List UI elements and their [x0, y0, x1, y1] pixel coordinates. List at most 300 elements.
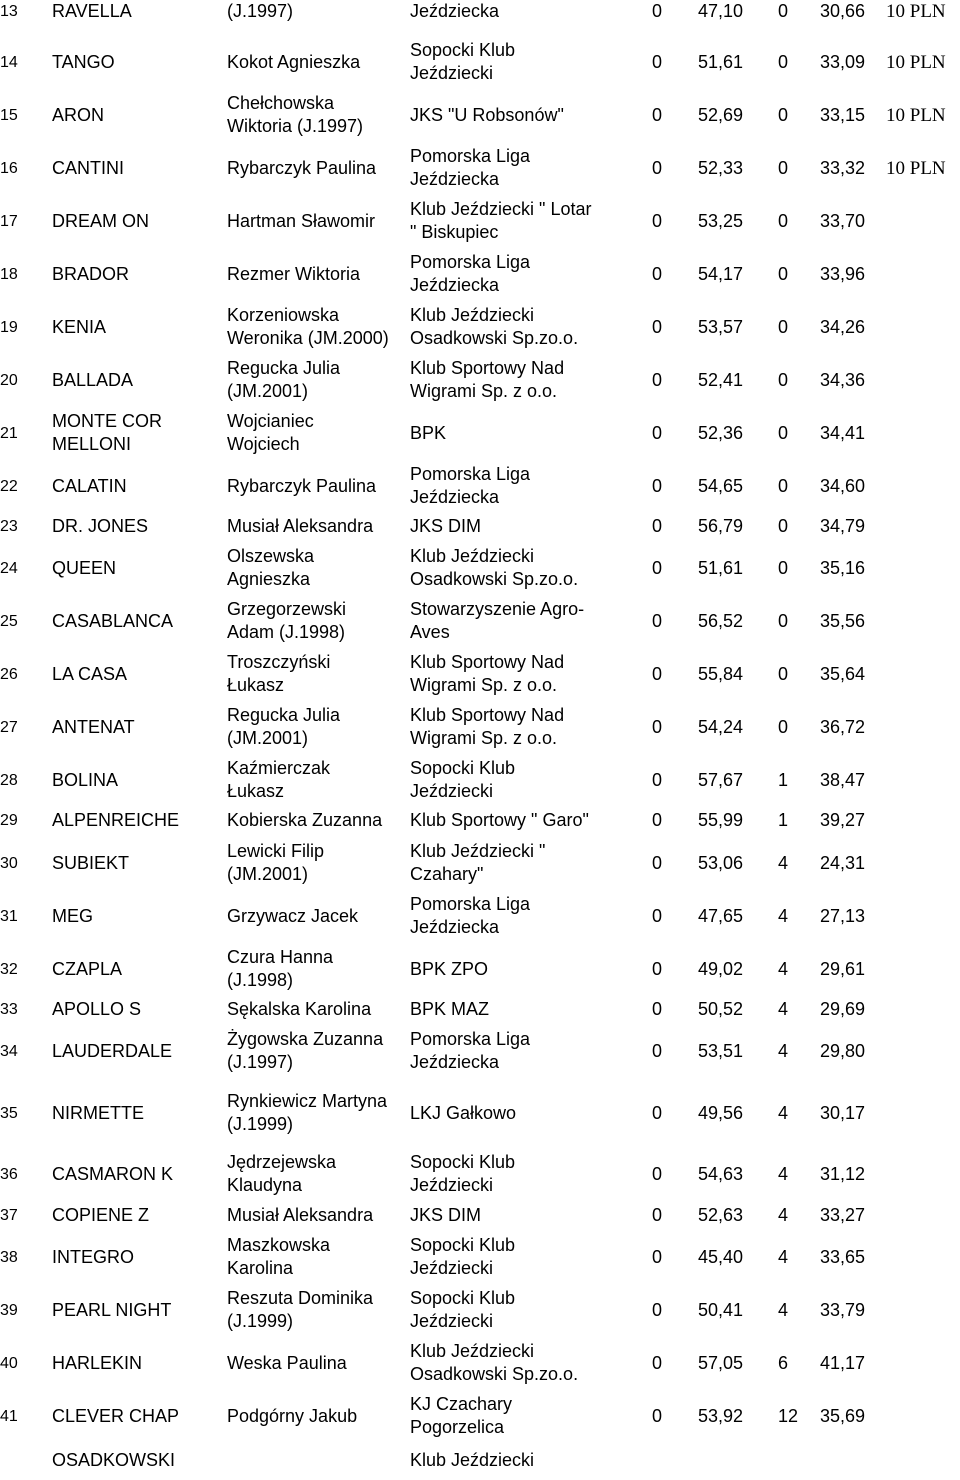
- horse-cell-line: ARON: [52, 104, 105, 125]
- rider-cell: [227, 1390, 357, 1442]
- rider-cell-line: (JM.2001): [227, 381, 309, 401]
- horse-cell: [52, 1337, 142, 1389]
- rank-cell: 37: [0, 1206, 18, 1224]
- time-round1-cell: 52,69: [698, 104, 744, 125]
- club-cell-line: Czahary": [410, 864, 484, 884]
- rank-cell: 29: [0, 811, 18, 829]
- time-round1-cell: 50,52: [698, 998, 744, 1019]
- horse-cell-line: ANTENAT: [52, 716, 135, 737]
- club-cell-line: Pomorska Liga: [410, 894, 531, 914]
- penalty-round1-cell: 0: [652, 1163, 663, 1184]
- club-cell-line: Aves: [410, 622, 450, 642]
- club-cell: [410, 248, 530, 300]
- time-round2-cell: 27,13: [820, 905, 866, 926]
- table-row: [0, 248, 960, 300]
- rank-cell: 22: [0, 477, 18, 495]
- time-round2-cell: 39,27: [820, 809, 866, 830]
- penalty-round2-cell: 1: [778, 769, 789, 790]
- club-cell-line: BPK MAZ: [410, 998, 490, 1019]
- rider-cell: [227, 514, 373, 538]
- club-cell: [410, 1231, 515, 1283]
- penalty-round2-cell: 0: [778, 515, 789, 536]
- club-cell-line: Jeździecka: [410, 487, 500, 507]
- horse-cell: [52, 407, 162, 459]
- rider-cell: [227, 808, 382, 832]
- penalty-round1-cell: 0: [652, 852, 663, 873]
- table-row: [0, 890, 960, 942]
- club-cell-line: Klub Jeździecki " Lotar: [410, 199, 592, 219]
- horse-cell-line: LAUDERDALE: [52, 1040, 173, 1061]
- rider-cell-line: (JM.2001): [227, 728, 309, 748]
- horse-cell: [52, 89, 104, 141]
- horse-cell-line: DR. JONES: [52, 515, 149, 536]
- time-round1-cell: 54,63: [698, 1163, 744, 1184]
- table-row: [0, 542, 960, 594]
- club-cell: [410, 1390, 512, 1442]
- horse-cell-line: COPIENE Z: [52, 1204, 150, 1225]
- table-row: [0, 943, 960, 995]
- club-cell: [410, 354, 564, 406]
- penalty-round2-cell: 0: [778, 663, 789, 684]
- club-cell: [410, 1337, 578, 1389]
- table-row: [0, 648, 960, 700]
- rider-cell-line: Agnieszka: [227, 569, 311, 589]
- rider-cell-line: (J.1997): [227, 1052, 294, 1072]
- rider-cell: [227, 142, 376, 194]
- rider-cell: [227, 248, 360, 300]
- rider-cell-line: Sękalska Karolina: [227, 998, 372, 1019]
- horse-cell: [52, 837, 129, 889]
- table-row: [0, 36, 960, 88]
- club-cell-line: Sopocki Klub: [410, 1288, 516, 1308]
- time-round1-cell: 45,40: [698, 1246, 744, 1267]
- rank-cell: 18: [0, 265, 18, 283]
- rider-cell: [227, 1284, 373, 1336]
- club-cell-line: Jeździecki: [410, 1311, 494, 1331]
- rank-cell: 31: [0, 907, 18, 925]
- rider-cell: [227, 0, 293, 37]
- table-row: [0, 1231, 960, 1283]
- horse-cell-line: LA CASA: [52, 663, 128, 684]
- rider-cell-line: Olszewska: [227, 546, 315, 566]
- time-round1-cell: 47,10: [698, 0, 744, 21]
- time-round2-cell: 34,36: [820, 369, 866, 390]
- time-round2-cell: 33,27: [820, 1204, 866, 1225]
- horse-cell: [52, 890, 93, 942]
- penalty-round2-cell: 0: [778, 51, 789, 72]
- club-cell-line: Klub Jeździecki: [410, 1449, 535, 1470]
- horse-cell: [52, 542, 116, 594]
- rider-cell-line: Troszczyński: [227, 652, 331, 672]
- rider-cell-line: Musiał Aleksandra: [227, 1204, 374, 1225]
- penalty-round1-cell: 0: [652, 610, 663, 631]
- horse-cell-line: CASMARON K: [52, 1163, 174, 1184]
- time-round1-cell: 52,41: [698, 369, 744, 390]
- rank-cell: 38: [0, 1248, 18, 1266]
- table-row: [0, 514, 960, 538]
- rider-cell-line: Maszkowska: [227, 1235, 331, 1255]
- club-cell-line: JKS DIM: [410, 515, 482, 536]
- penalty-round2-cell: 0: [778, 610, 789, 631]
- rider-cell-line: Łukasz: [227, 781, 285, 801]
- rider-cell-line: Rezmer Wiktoria: [227, 263, 361, 284]
- club-cell-line: Sopocki Klub: [410, 758, 516, 778]
- time-round1-cell: 52,63: [698, 1204, 744, 1225]
- club-cell-line: Klub Sportowy " Garo": [410, 809, 589, 830]
- horse-cell: [52, 301, 106, 353]
- time-round1-cell: 50,41: [698, 1299, 744, 1320]
- time-round1-cell: 49,56: [698, 1102, 744, 1123]
- rider-cell-line: Kobierska Zuzanna: [227, 809, 383, 830]
- club-cell-line: Jeździecki: [410, 63, 494, 83]
- time-round2-cell: 34,41: [820, 422, 866, 443]
- penalty-round2-cell: 0: [778, 0, 789, 21]
- rider-cell-line: Korzeniowska: [227, 305, 340, 325]
- club-cell: [410, 808, 589, 832]
- penalty-round1-cell: 0: [652, 809, 663, 830]
- rank-cell: 15: [0, 106, 18, 124]
- time-round1-cell: 49,02: [698, 958, 744, 979]
- time-round2-cell: 34,79: [820, 515, 866, 536]
- club-cell-line: Stowarzyszenie Agro-: [410, 599, 585, 619]
- rank-cell: 35: [0, 1104, 18, 1122]
- rank-cell: 28: [0, 771, 18, 789]
- club-cell: [410, 407, 446, 459]
- rank-cell: 13: [0, 2, 18, 20]
- penalty-round1-cell: 0: [652, 958, 663, 979]
- rider-cell-line: Kokot Agnieszka: [227, 51, 361, 72]
- time-round1-cell: 55,99: [698, 809, 744, 830]
- table-row: [0, 808, 960, 832]
- penalty-round1-cell: 0: [652, 716, 663, 737]
- horse-cell: [52, 1284, 171, 1336]
- time-round1-cell: 52,33: [698, 157, 744, 178]
- horse-cell: [52, 1231, 134, 1283]
- time-round1-cell: 53,51: [698, 1040, 744, 1061]
- penalty-round2-cell: 6: [778, 1352, 789, 1373]
- horse-cell-line: BOLINA: [52, 769, 119, 790]
- club-cell-line: Jeździecka: [410, 1052, 500, 1072]
- penalty-round1-cell: 0: [652, 1040, 663, 1061]
- club-cell-line: Klub Jeździecki: [410, 305, 535, 325]
- table-row: [0, 1337, 960, 1389]
- club-cell-line: Sopocki Klub: [410, 1152, 516, 1172]
- horse-cell-line: BALLADA: [52, 369, 134, 390]
- rider-cell: [227, 997, 371, 1021]
- club-cell: [410, 195, 591, 247]
- club-cell-line: Klub Sportowy Nad: [410, 358, 565, 378]
- penalty-round1-cell: 0: [652, 475, 663, 496]
- penalty-round2-cell: 4: [778, 1246, 789, 1267]
- rank-cell: 40: [0, 1354, 18, 1372]
- club-cell: [410, 542, 578, 594]
- horse-cell: [52, 1087, 144, 1139]
- penalty-round1-cell: 0: [652, 0, 663, 21]
- time-round2-cell: 29,61: [820, 958, 866, 979]
- club-cell-line: Wigrami Sp. z o.o.: [410, 728, 558, 748]
- horse-cell-line: QUEEN: [52, 557, 117, 578]
- club-cell-line: LKJ Gałkowo: [410, 1102, 517, 1123]
- club-cell: [410, 0, 499, 37]
- horse-cell: [52, 701, 135, 753]
- penalty-round2-cell: 4: [778, 1102, 789, 1123]
- horse-cell: [52, 0, 132, 37]
- club-cell-line: " Biskupiec: [410, 222, 499, 242]
- table-row: [0, 754, 960, 806]
- rider-cell-line: Grzywacz Jacek: [227, 905, 359, 926]
- rider-cell-line: (JM.2001): [227, 864, 309, 884]
- club-cell: [410, 36, 515, 88]
- table-row: [0, 1025, 960, 1077]
- horse-cell: [52, 1025, 172, 1077]
- club-cell: [410, 648, 564, 700]
- club-cell-line: Klub Jeździecki ": [410, 841, 546, 861]
- time-round1-cell: 53,25: [698, 210, 744, 231]
- rank-cell: 39: [0, 1301, 18, 1319]
- table-row: [0, 407, 960, 459]
- horse-cell-line: CALATIN: [52, 475, 127, 496]
- horse-cell-line: MEG: [52, 905, 94, 926]
- club-cell-line: Pomorska Liga: [410, 464, 531, 484]
- horse-cell: [52, 943, 122, 995]
- rider-cell-line: Musiał Aleksandra: [227, 515, 374, 536]
- penalty-round1-cell: 0: [652, 1405, 663, 1426]
- rider-cell: [227, 407, 314, 459]
- table-row: [0, 301, 960, 353]
- penalty-round2-cell: 4: [778, 1204, 789, 1225]
- penalty-round2-cell: 0: [778, 210, 789, 231]
- rider-cell-line: Jędrzejewska: [227, 1152, 337, 1172]
- penalty-round1-cell: 0: [652, 1204, 663, 1225]
- horse-cell-line: KENIA: [52, 316, 107, 337]
- club-cell: [410, 1148, 515, 1200]
- horse-cell: [52, 1390, 179, 1442]
- club-cell: [410, 301, 578, 353]
- penalty-round1-cell: 0: [652, 1352, 663, 1373]
- horse-cell-line: CASABLANCA: [52, 610, 174, 631]
- rank-cell: 33: [0, 1000, 18, 1018]
- rider-cell: [227, 837, 324, 889]
- horse-cell-line: NIRMETTE: [52, 1102, 144, 1123]
- penalty-round2-cell: 0: [778, 316, 789, 337]
- horse-cell: [52, 1148, 173, 1200]
- rider-cell: [227, 195, 375, 247]
- table-row: [0, 0, 960, 37]
- prize-cell: 10 PLN: [886, 51, 946, 73]
- rider-cell: [227, 1087, 387, 1139]
- rank-cell: 27: [0, 718, 18, 736]
- rank-cell: 23: [0, 517, 18, 535]
- rider-cell-line: Chełchowska: [227, 93, 335, 113]
- club-cell: [410, 837, 545, 889]
- rank-cell: 17: [0, 212, 18, 230]
- time-round2-cell: 29,69: [820, 998, 866, 1019]
- club-cell: [410, 460, 530, 512]
- rider-cell: [227, 36, 360, 88]
- horse-cell: [52, 1440, 175, 1480]
- rider-cell-line: Żygowska Zuzanna: [227, 1029, 384, 1049]
- club-cell-line: Klub Jeździecki: [410, 546, 535, 566]
- rank-cell: 21: [0, 424, 18, 442]
- rider-cell-line: Weska Paulina: [227, 1352, 347, 1373]
- time-round2-cell: 33,70: [820, 210, 866, 231]
- rider-cell: [227, 542, 314, 594]
- rider-cell: [227, 890, 358, 942]
- time-round1-cell: 54,65: [698, 475, 744, 496]
- penalty-round2-cell: 4: [778, 958, 789, 979]
- club-cell: [410, 1284, 515, 1336]
- time-round1-cell: 57,67: [698, 769, 744, 790]
- club-cell-line: JKS "U Robsonów": [410, 104, 564, 125]
- club-cell-line: Osadkowski Sp.zo.o.: [410, 569, 579, 589]
- rider-cell: [227, 301, 389, 353]
- table-row: [0, 1148, 960, 1200]
- horse-cell: [52, 36, 115, 88]
- table-row: [0, 997, 960, 1021]
- club-cell: [410, 89, 564, 141]
- penalty-round1-cell: 0: [652, 263, 663, 284]
- rider-cell: [227, 354, 340, 406]
- rank-cell: 20: [0, 371, 18, 389]
- horse-cell: [52, 514, 148, 538]
- penalty-round2-cell: 4: [778, 852, 789, 873]
- penalty-round2-cell: 0: [778, 557, 789, 578]
- club-cell-line: Pomorska Liga: [410, 146, 531, 166]
- rider-cell-line: (J.1998): [227, 970, 294, 990]
- rider-cell: [227, 754, 330, 806]
- penalty-round1-cell: 0: [652, 1102, 663, 1123]
- time-round2-cell: 36,72: [820, 716, 866, 737]
- table-row: [0, 89, 960, 141]
- rank-cell: 41: [0, 1407, 18, 1425]
- rider-cell-line: Wiktoria (J.1997): [227, 116, 364, 136]
- rider-cell-line: Podgórny Jakub: [227, 1405, 358, 1426]
- penalty-round2-cell: 0: [778, 475, 789, 496]
- club-cell-line: JKS DIM: [410, 1204, 482, 1225]
- club-cell-line: BPK: [410, 422, 447, 443]
- club-cell-line: Jeździecka: [410, 275, 500, 295]
- rider-cell-line: Adam (J.1998): [227, 622, 346, 642]
- horse-cell: [52, 808, 179, 832]
- horse-cell-line: CLEVER CHAP: [52, 1405, 180, 1426]
- rider-cell-line: Karolina: [227, 1258, 294, 1278]
- penalty-round1-cell: 0: [652, 104, 663, 125]
- club-cell-line: Jeździecki: [410, 1258, 494, 1278]
- horse-cell-line: ALPENREICHE: [52, 809, 180, 830]
- club-cell: [410, 514, 481, 538]
- club-cell: [410, 595, 584, 647]
- penalty-round1-cell: 0: [652, 998, 663, 1019]
- club-cell-line: Jeździecka: [410, 169, 500, 189]
- time-round1-cell: 52,36: [698, 422, 744, 443]
- horse-cell-line: APOLLO S: [52, 998, 142, 1019]
- rider-cell-line: (J.1997): [227, 0, 294, 21]
- time-round1-cell: 53,57: [698, 316, 744, 337]
- time-round2-cell: 29,80: [820, 1040, 866, 1061]
- horse-cell-line: SUBIEKT: [52, 852, 130, 873]
- table-row: [0, 460, 960, 512]
- time-round2-cell: 30,17: [820, 1102, 866, 1123]
- rider-cell-line: (J.1999): [227, 1311, 294, 1331]
- penalty-round2-cell: 1: [778, 809, 789, 830]
- penalty-round2-cell: 4: [778, 998, 789, 1019]
- penalty-round1-cell: 0: [652, 663, 663, 684]
- rider-cell-line: Rynkiewicz Martyna: [227, 1091, 388, 1111]
- rider-cell-line: Regucka Julia: [227, 705, 341, 725]
- penalty-round2-cell: 4: [778, 905, 789, 926]
- club-cell-line: Klub Sportowy Nad: [410, 652, 565, 672]
- time-round2-cell: 33,15: [820, 104, 866, 125]
- time-round2-cell: 33,09: [820, 51, 866, 72]
- table-row: [0, 354, 960, 406]
- rider-cell-line: Grzegorzewski: [227, 599, 347, 619]
- rank-cell: 30: [0, 854, 18, 872]
- horse-cell: [52, 648, 127, 700]
- penalty-round2-cell: 0: [778, 104, 789, 125]
- rider-cell: [227, 89, 363, 141]
- horse-cell-line: RAVELLA: [52, 0, 132, 21]
- rider-cell: [227, 1203, 373, 1227]
- club-cell-line: Pomorska Liga: [410, 1029, 531, 1049]
- horse-cell-line: TANGO: [52, 51, 115, 72]
- horse-cell: [52, 195, 149, 247]
- prize-cell: 10 PLN: [886, 104, 946, 126]
- time-round1-cell: 57,05: [698, 1352, 744, 1373]
- rider-cell: [227, 701, 340, 753]
- time-round2-cell: 35,64: [820, 663, 866, 684]
- time-round1-cell: 53,06: [698, 852, 744, 873]
- horse-cell: [52, 354, 133, 406]
- rider-cell: [227, 1025, 383, 1077]
- horse-cell: [52, 142, 124, 194]
- club-cell-line: Pomorska Liga: [410, 252, 531, 272]
- rider-cell: [227, 1231, 330, 1283]
- table-row: [0, 142, 960, 194]
- horse-cell-line: INTEGRO: [52, 1246, 135, 1267]
- table-row: [0, 195, 960, 247]
- table-row: [0, 1440, 960, 1480]
- rider-cell-line: Regucka Julia: [227, 358, 341, 378]
- horse-cell-line: CZAPLA: [52, 958, 123, 979]
- table-row: [0, 1284, 960, 1336]
- time-round2-cell: 35,56: [820, 610, 866, 631]
- rider-cell-line: Wojcianiec: [227, 411, 314, 431]
- penalty-round1-cell: 0: [652, 210, 663, 231]
- club-cell-line: Klub Jeździecki: [410, 1341, 535, 1361]
- penalty-round2-cell: 0: [778, 369, 789, 390]
- rider-cell-line: Weronika (JM.2000): [227, 328, 389, 348]
- rider-cell-line: Rybarczyk Paulina: [227, 475, 377, 496]
- rider-cell-line: (J.1999): [227, 1114, 294, 1134]
- time-round2-cell: 34,26: [820, 316, 866, 337]
- club-cell-line: Sopocki Klub: [410, 40, 516, 60]
- rank-cell: 32: [0, 960, 18, 978]
- time-round2-cell: 38,47: [820, 769, 866, 790]
- penalty-round2-cell: 0: [778, 157, 789, 178]
- time-round1-cell: 53,92: [698, 1405, 744, 1426]
- penalty-round1-cell: 0: [652, 905, 663, 926]
- club-cell: [410, 1025, 530, 1077]
- horse-cell-line: PEARL NIGHT: [52, 1299, 172, 1320]
- rider-cell-line: Czura Hanna: [227, 947, 334, 967]
- time-round2-cell: 33,96: [820, 263, 866, 284]
- table-row: [0, 1087, 960, 1139]
- club-cell-line: Jeździecka: [410, 917, 500, 937]
- club-cell: [410, 142, 530, 194]
- rider-cell-line: Hartman Sławomir: [227, 210, 376, 231]
- penalty-round1-cell: 0: [652, 769, 663, 790]
- penalty-round2-cell: 0: [778, 716, 789, 737]
